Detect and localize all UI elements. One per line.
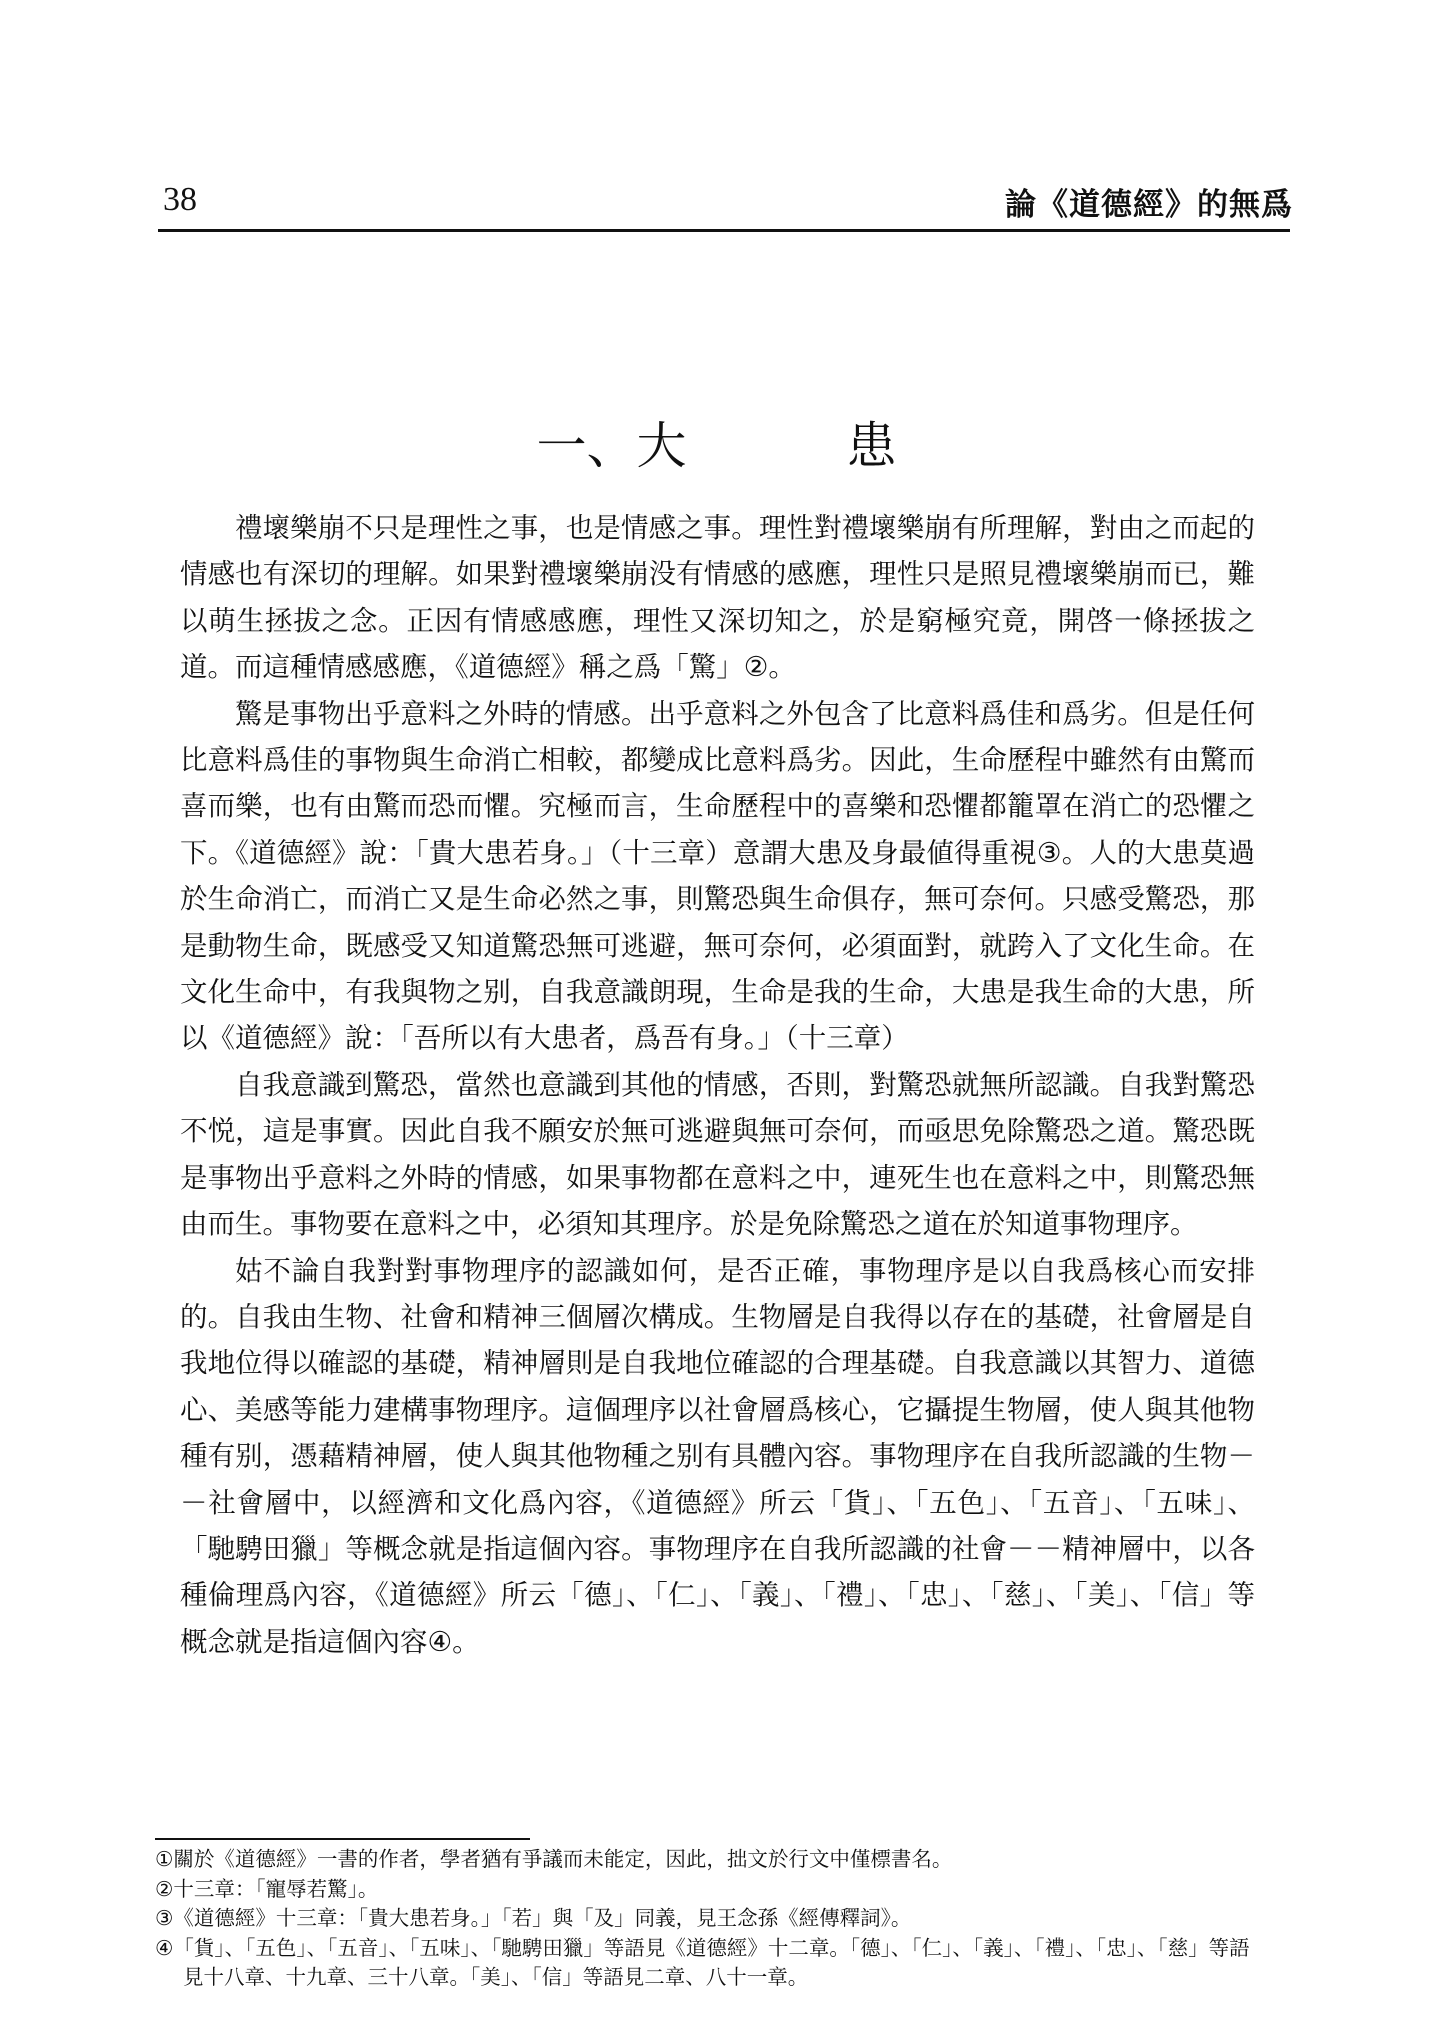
- footnote-rule: [155, 1838, 530, 1840]
- footnote: ①關於《道德經》一書的作者，學者猶有爭議而未能定，因此，拙文於行文中僅標書名。: [155, 1847, 953, 1871]
- footnotes: [155, 1845, 1255, 1993]
- footnote: ④「貨」、「五色」、「五音」、「五味」、「馳騁田獵」等語見《道德經》十二章。「德」、「仁」、「義」、「禮」、「忠」、「慈」等語見十八章、十九章、三十八章。「美」、「信」等語見二章、八十一章。: [155, 1935, 1250, 1989]
- paragraph: 驚是事物出乎意料之外時的情感。出乎意料之外包含了比意料爲佳和爲劣。但是任何比意料爲佳的事物與生命消亡相較，都變成比意料爲劣。因此，生命歷程中雖然有由驚而喜而樂，也有由驚而恐而懼。究極而言，生命歷程中的喜樂和恐懼都籠罩在消亡的恐懼之下。《道德經》說：「貴大患若身。」（十三章）意謂大患及身最値得重視③。人的大患莫過於生命消亡，而消亡又是生命必然之事，則驚恐與生命俱存，無可奈何。只感受驚恐，那是動物生命，既感受又知道驚恐無可逃避，無可奈何，必須面對，就跨入了文化生命。在文化生命中，有我與物之别，自我意識朗現，生命是我的生命，大患是我生命的大患，所以《道德經》說：「吾所以有大患者，爲吾有身。」（十三章）: [180, 697, 1255, 1055]
- paragraph: 自我意識到驚恐，當然也意識到其他的情感，否則，對驚恐就無所認識。自我對驚恐不悦，這是事實。因此自我不願安於無可逃避與無可奈何，而亟思免除驚恐之道。驚恐既是事物出乎意料之外時的情感，如果事物都在意料之中，連死生也在意料之中，則驚恐無由而生。事物要在意料之中，必須知其理序。於是免除驚恐之道在於知道事物理序。: [180, 1068, 1255, 1241]
- page-number: 38: [163, 181, 197, 218]
- chapter-title-right: 患: [846, 417, 897, 475]
- header-rule: [158, 229, 1290, 232]
- running-header-title: 論《道德經》的無爲: [1005, 187, 1293, 223]
- paragraph: 姑不論自我對對事物理序的認識如何，是否正確，事物理序是以自我爲核心而安排的。自我由生物、社會和精神三個層次構成。生物層是自我得以存在的基礎，社會層是自我地位得以確認的基礎，精神層則是自我地位確認的合理基礎。自我意識以其智力、道德心、美感等能力建構事物理序。這個理序以社會層爲核心，它攝提生物層，使人與其他物種有别，憑藉精神層，使人與其他物種之别有具體內容。事物理序在自我所認識的生物－－社會層中，以經濟和文化爲內容，《道德經》所云「貨」、「五色」、「五音」、「五味」、「馳騁田獵」等概念就是指這個內容。事物理序在自我所認識的社會－－精神層中，以各種倫理爲內容，《道德經》所云「德」、「仁」、「義」、「禮」、「忠」、「慈」、「美」、「信」等概念就是指這個內容④。: [180, 1254, 1255, 1658]
- paragraph: 禮壞樂崩不只是理性之事，也是情感之事。理性對禮壞樂崩有所理解，對由之而起的情感也有深切的理解。如果對禮壞樂崩没有情感的感應，理性只是照見禮壞樂崩而已，難以萌生拯拔之念。正因有情感感應，理性又深切知之，於是窮極究竟，開啓一條拯拔之道。而這種情感感應，《道德經》稱之爲「驚」②。: [180, 512, 1255, 684]
- chapter-title: [0, 415, 1433, 477]
- chapter-title-left: 一、大: [536, 417, 687, 475]
- body-text: [180, 505, 1255, 1665]
- footnote: ③《道德經》十三章：「貴大患若身。」「若」與「及」同義，見王念孫《經傳釋詞》。: [155, 1906, 912, 1930]
- footnote: ②十三章：「寵辱若驚」。: [155, 1876, 379, 1901]
